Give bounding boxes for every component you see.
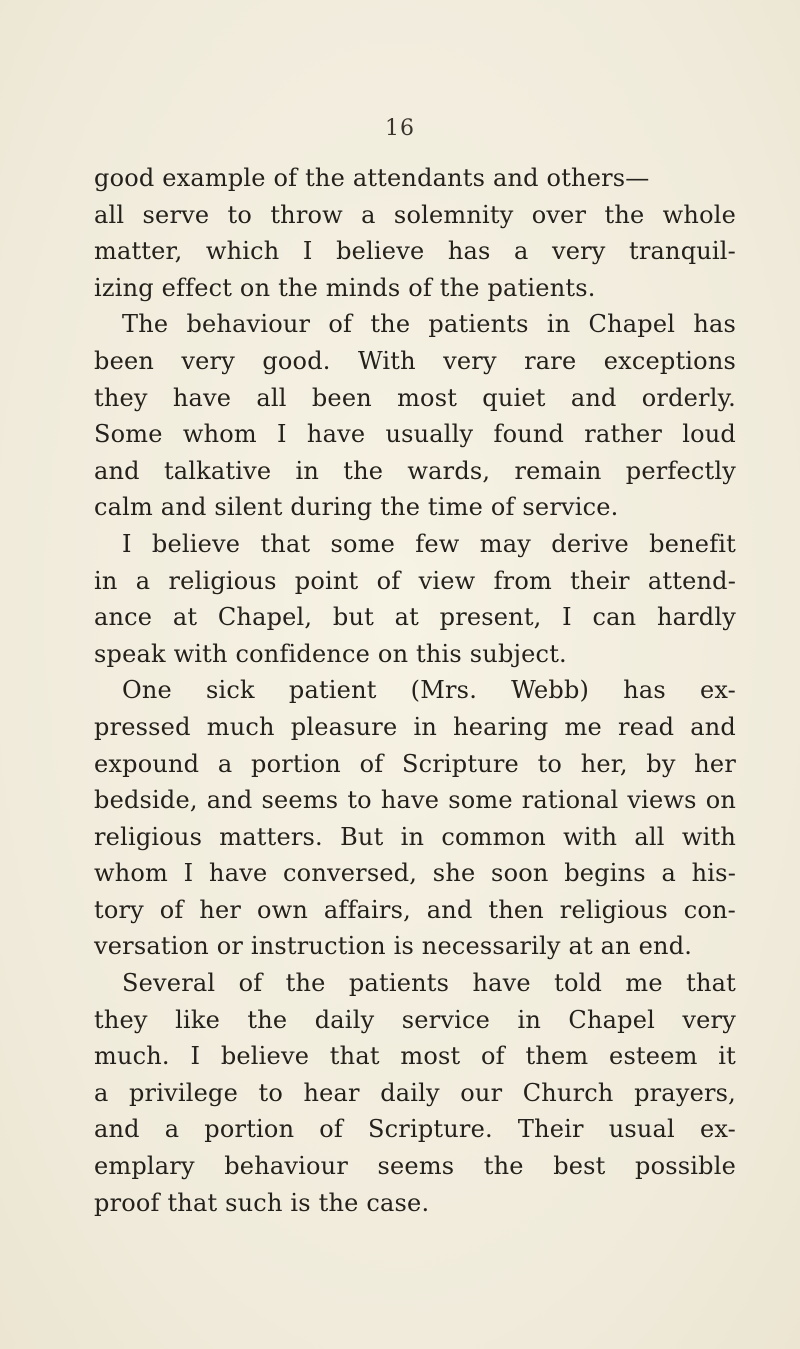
- text-line: Some whom I have usually found rather loud: [94, 420, 736, 449]
- paragraph-start-line: I believe that some few may derive benefit: [122, 529, 736, 558]
- text-line: in a religious point of view from their attend-: [94, 566, 736, 595]
- text-line: speak with confidence on this subject.: [94, 639, 567, 668]
- text-line: pressed much pleasure in hearing me read and: [94, 712, 736, 741]
- body-text: [94, 160, 736, 1221]
- text-line: they like the daily service in Chapel very: [94, 1005, 736, 1034]
- text-line: a privilege to hear daily our Church prayers,: [94, 1078, 736, 1107]
- text-line: and a portion of Scripture. Their usual ex-: [94, 1115, 736, 1144]
- text-line: and talkative in the wards, remain perfectly: [94, 456, 736, 485]
- text-line: been very good. With very rare exceptions: [94, 346, 736, 375]
- paragraph-start-line: Several of the patients have told me that: [122, 969, 736, 998]
- text-line: all serve to throw a solemnity over the whole: [94, 200, 736, 229]
- text-line: much. I believe that most of them esteem it: [94, 1042, 736, 1071]
- paragraph-start-line: One sick patient (Mrs. Webb) has ex-: [122, 676, 736, 705]
- text-line: they have all been most quiet and orderly.: [94, 383, 736, 412]
- text-line: good example of the attendants and others—: [94, 164, 650, 192]
- text-line: ance at Chapel, but at present, I can hardly: [94, 603, 736, 632]
- text-line: expound a portion of Scripture to her, by her: [94, 749, 736, 778]
- text-line: bedside, and seems to have some rational views on: [94, 786, 736, 815]
- text-line: calm and silent during the time of service.: [94, 493, 619, 522]
- text-line: tory of her own affairs, and then religious con-: [94, 895, 736, 924]
- text-line: whom I have conversed, she soon begins a his-: [94, 859, 736, 888]
- paragraph-start-line: The behaviour of the patients in Chapel has: [122, 310, 736, 339]
- page-number: 16: [385, 116, 415, 141]
- text-line: versation or instruction is necessarily at an end.: [94, 932, 693, 961]
- text-line: emplary behaviour seems the best possible: [94, 1152, 736, 1181]
- text-line: religious matters. But in common with all with: [94, 822, 736, 851]
- text-line: izing effect on the minds of the patients.: [94, 273, 596, 302]
- text-line: proof that such is the case.: [94, 1188, 430, 1217]
- text-line: matter, which I believe has a very tranquil-: [94, 237, 736, 266]
